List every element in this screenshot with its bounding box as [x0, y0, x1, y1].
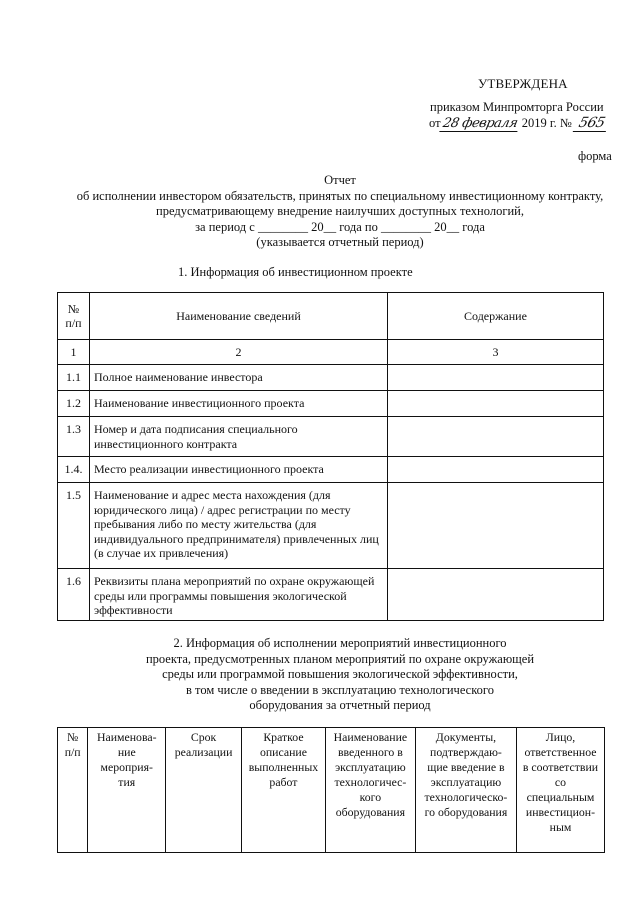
table-row: [58, 569, 604, 621]
approval-order-line: приказом Минпромторга России: [430, 100, 604, 114]
header-text: инвестицион-: [525, 805, 596, 819]
row-num: 1.3: [58, 417, 90, 457]
table-row: [58, 417, 604, 457]
table-row: [58, 457, 604, 483]
row-name: Место реализации инвестиционного проекта: [90, 457, 388, 483]
row-content: [388, 391, 604, 417]
column-number-1: 1: [58, 340, 90, 365]
row-num: 1.2: [58, 391, 90, 417]
header-text: Наименование: [333, 730, 408, 744]
header-text: оборудования: [335, 805, 406, 819]
report-period-line: за период с ________ 20__ года по ________ 20__ года: [195, 219, 485, 234]
header-name: Наименование сведений: [90, 293, 388, 340]
column-number-2: 2: [90, 340, 388, 365]
handwritten-number-signature: 565: [573, 115, 611, 132]
row-content: [388, 417, 604, 457]
header-text: тия: [118, 775, 136, 789]
header-text: специальным: [526, 790, 595, 804]
form-label: форма: [578, 149, 612, 163]
header-text: введенного в: [337, 745, 403, 759]
handwritten-date-signature: 28 февраля: [439, 116, 520, 132]
row-content: [388, 457, 604, 483]
row-num: 1.4.: [58, 457, 90, 483]
header-documents: [415, 728, 516, 853]
section2-heading-line-3: среды или программой повышения экологической эффективности,: [162, 667, 518, 682]
section2-heading-line-5: оборудования за отчетный период: [249, 698, 431, 713]
row-name: Реквизиты плана мероприятий по охране окружающей среды или программы повышения экологической эффективности: [90, 569, 388, 621]
table-row: [58, 483, 604, 569]
row-num: 1.6: [58, 569, 90, 621]
row-num: 1.5: [58, 483, 90, 569]
approval-date-line: [429, 115, 608, 132]
column-number-row: [58, 340, 604, 365]
row-name: Полное наименование инвестора: [90, 365, 388, 391]
table-row: [58, 391, 604, 417]
report-period-note: (указывается отчетный период): [256, 235, 424, 250]
header-text: го оборудования: [424, 805, 508, 819]
row-num: 1.1: [58, 365, 90, 391]
header-text: технологичес-: [334, 775, 407, 789]
header-text: выполненных: [248, 760, 319, 774]
report-title-line-1: Отчет: [324, 173, 356, 187]
header-equipment-name: [325, 728, 415, 853]
row-name: Номер и дата подписания специального инвестиционного контракта: [90, 417, 388, 457]
header-text: реализации: [174, 745, 233, 759]
header-text: щие введение в: [427, 760, 505, 774]
measures-table: [57, 727, 605, 853]
header-text: описание: [259, 745, 307, 759]
header-deadline: [166, 728, 242, 853]
investor-info-table: [57, 292, 604, 621]
header-text: технологическо-: [424, 790, 508, 804]
header-work-description: [242, 728, 326, 853]
approval-title: УТВЕРЖДЕНА: [478, 76, 568, 91]
section1-heading: 1. Информация об инвестиционном проекте: [178, 265, 413, 279]
report-title-line-2: об исполнении инвестором обязательств, принятых по специальному инвестиционному контракту,: [76, 188, 604, 203]
header-responsible-person: [516, 728, 604, 853]
header-text: Лицо,: [545, 730, 576, 744]
row-name: Наименование и адрес места нахождения (для юридического лица) / адрес регистрации по месту пребывания либо по месту жительства (для индивидуального предпринимателя) привлеченных лиц (в случае их привлечения): [90, 483, 388, 569]
section2-heading-line-2: проекта, предусмотренных планом мероприятий по охране окружающей: [145, 651, 535, 666]
header-num: № п/п: [58, 293, 90, 340]
header-text: ным: [549, 820, 572, 834]
column-number-3: 3: [388, 340, 604, 365]
row-content: [388, 483, 604, 569]
section2-heading-line-1: 2. Информация об исполнении мероприятий инвестиционного: [173, 636, 507, 650]
header-text: мероприя-: [100, 760, 153, 774]
header-text: ние: [117, 745, 136, 759]
header-text: Документы,: [435, 730, 497, 744]
header-text: ответственное: [524, 745, 597, 759]
row-name: Наименование инвестиционного проекта: [90, 391, 388, 417]
header-text: №: [67, 730, 79, 744]
header-text: в соответствии: [522, 760, 599, 774]
header-text: подтверждаю-: [430, 745, 502, 759]
section2-heading-line-4: в том числе о введении в эксплуатацию технологического: [186, 682, 494, 697]
section2-heading: [100, 636, 580, 714]
header-text: Наименова-: [96, 730, 157, 744]
header-content: Содержание: [388, 293, 604, 340]
header-measure-name: [88, 728, 166, 853]
header-text: работ: [269, 775, 298, 789]
header-text: эксплуатацию: [335, 760, 406, 774]
report-title-line-3: предусматривающему внедрение наилучших доступных технологий,: [156, 204, 524, 219]
header-num: [58, 728, 88, 853]
row-content: [388, 365, 604, 391]
header-text: со: [554, 775, 567, 789]
table-row: [58, 365, 604, 391]
header-text: эксплуатацию: [430, 775, 502, 789]
table-header-row: [58, 293, 604, 340]
measures-header-row: [58, 728, 605, 853]
header-text: п/п: [64, 745, 81, 759]
header-text: Срок: [190, 730, 217, 744]
date-prefix: от: [429, 116, 441, 130]
report-title-block: [40, 173, 640, 251]
header-text: кого: [359, 790, 382, 804]
header-text: Краткое: [263, 730, 304, 744]
row-content: [388, 569, 604, 621]
year-text: 2019 г. №: [521, 116, 572, 130]
